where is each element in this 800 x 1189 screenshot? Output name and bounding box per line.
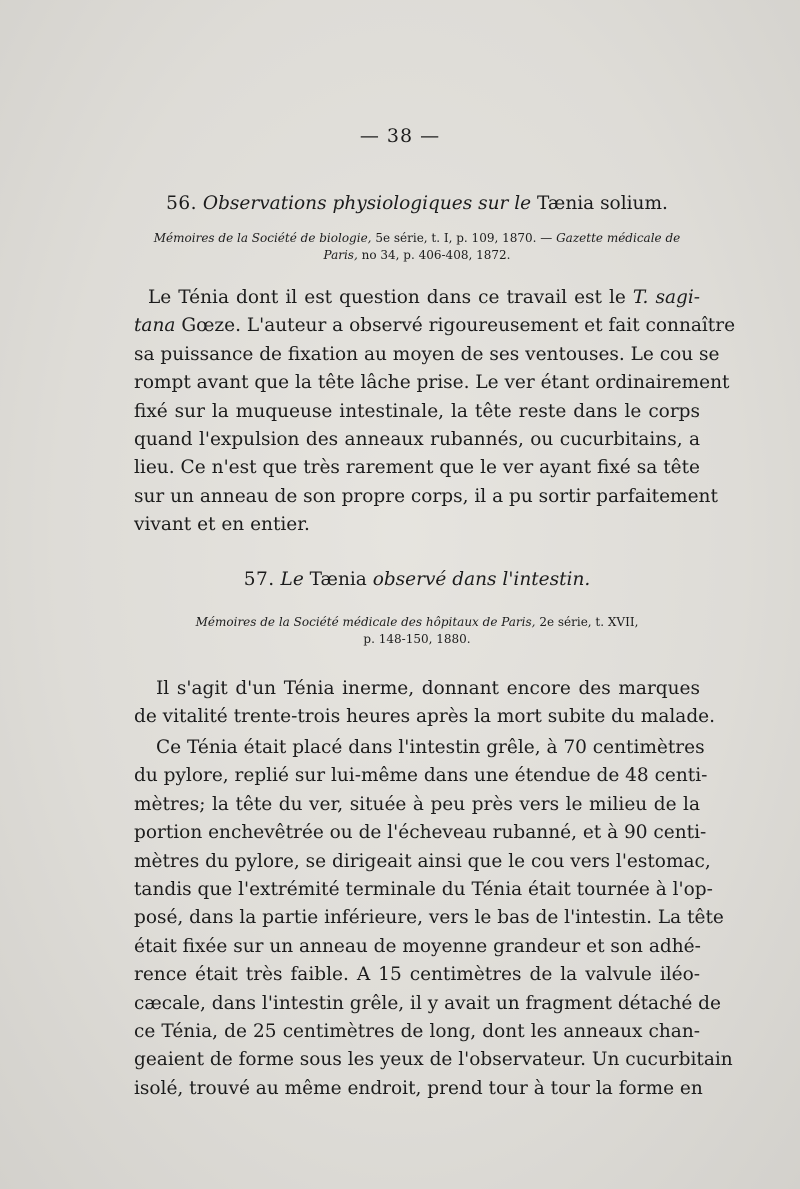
text-line: Il s'agit d'un Ténia inerme, donnant encore des marques bbox=[156, 678, 700, 699]
text-line: isolé, trouvé au même endroit, prend tour à tour la forme en bbox=[134, 1077, 703, 1099]
section-56-citation bbox=[124, 230, 710, 264]
text-line: Ce Ténia était placé dans l'intestin grêle, à 70 centimètres bbox=[156, 737, 705, 758]
text-line: cæcale, dans l'intestin grêle, il y avait un fragment détaché de bbox=[134, 992, 721, 1014]
text-line: était fixée sur un anneau de moyenne grandeur et son adhé- bbox=[134, 935, 701, 957]
section-57-title bbox=[134, 568, 700, 592]
text-line bbox=[134, 312, 736, 340]
text-line: rence était très faible. A 15 centimètres de la valvule iléo- bbox=[134, 964, 700, 986]
citation-journal-1: Mémoires de la Société de biologie, bbox=[153, 231, 372, 245]
text-line: sa puissance de fixation au moyen de ses ventouses. Le cou se bbox=[134, 343, 720, 365]
text-line: tandis que l'extrémité terminale du Ténia était tournée à l'op- bbox=[134, 879, 713, 901]
species-name-italic-cont: tana bbox=[134, 315, 176, 337]
text-line: mètres du pylore, se dirigeait ainsi que le cou vers l'estomac, bbox=[134, 850, 711, 872]
section-57-text-1 bbox=[134, 675, 715, 732]
section-57-number: 57. bbox=[243, 569, 275, 590]
text-line: sur un anneau de son propre corps, il a pu sortir parfaitement bbox=[134, 485, 718, 507]
citation-journal: Mémoires de la Société médicale des hôpitaux de Paris, bbox=[195, 615, 536, 629]
species-name-italic: T. sagi- bbox=[632, 287, 700, 308]
text-line: portion enchevêtrée ou de l'écheveau rubanné, et à 90 centi- bbox=[134, 822, 707, 844]
text-line: posé, dans la partie inférieure, vers le bas de l'intestin. La tête bbox=[134, 907, 724, 929]
section-56-text bbox=[134, 284, 736, 540]
text-line: lieu. Ce n'est que très rarement que le ver ayant fixé sa tête bbox=[134, 457, 700, 479]
section-56-citation-line-2 bbox=[124, 247, 710, 264]
section-57-title-roman: Tænia bbox=[309, 569, 367, 590]
text-line: rompt avant que la tête lâche prise. Le ver étant ordinairement bbox=[134, 372, 730, 394]
text-line: fixé sur la muqueuse intestinale, la tête reste dans le corps bbox=[134, 400, 700, 422]
text-line: du pylore, replié sur lui-même dans une étendue de 48 centi- bbox=[134, 765, 708, 787]
text-line: mètres; la tête du ver, située à peu près vers le milieu de la bbox=[134, 793, 700, 815]
text-line: vivant et en entier. bbox=[134, 514, 310, 536]
text-line: quand l'expulsion des anneaux rubannés, ou cucurbitains, a bbox=[134, 429, 700, 451]
section-56-title-italic: Observations physiologiques sur le bbox=[202, 193, 532, 214]
text-line: de vitalité trente-trois heures après la mort subite du malade. bbox=[134, 706, 715, 728]
page-number: — 38 — bbox=[359, 125, 441, 147]
text-line: ce Ténia, de 25 centimètres de long, dont les anneaux chan- bbox=[134, 1021, 700, 1043]
citation-details-1: 5e série, t. I, p. 109, 1870. — bbox=[375, 231, 553, 245]
section-57-title-italic-a: Le bbox=[280, 569, 304, 590]
section-57-text-2 bbox=[134, 734, 733, 1103]
citation-details-2: no 34, p. 406-408, 1872. bbox=[361, 248, 511, 262]
text-line bbox=[134, 284, 700, 312]
section-56-citation-line-1 bbox=[124, 230, 710, 247]
section-57-paragraph-1 bbox=[134, 675, 715, 732]
section-57-title-block bbox=[134, 568, 700, 592]
section-57-citation-line-2: p. 148-150, 1880. bbox=[363, 632, 471, 646]
section-56-title bbox=[134, 192, 700, 216]
text-segment: Le Ténia dont il est question dans ce travail est le bbox=[148, 287, 626, 308]
section-57-paragraph-2 bbox=[134, 734, 733, 1103]
citation-journal-2a: Gazette médicale de bbox=[556, 231, 681, 245]
citation-details-1: 2e série, t. XVII, bbox=[539, 615, 639, 629]
section-57-citation-line-1 bbox=[124, 614, 710, 631]
citation-journal-2b: Paris, bbox=[323, 248, 358, 262]
section-57-title-italic-b: observé dans l'intestin. bbox=[372, 569, 591, 590]
section-57-citation bbox=[124, 614, 710, 648]
section-56-number: 56. bbox=[166, 193, 198, 214]
section-56-title-roman: Tænia solium. bbox=[537, 193, 668, 214]
section-56-title-block bbox=[134, 192, 700, 216]
text-segment: Gœze. L'auteur a observé rigoureusement et fait connaître bbox=[181, 315, 736, 337]
section-56-paragraph bbox=[134, 284, 736, 540]
text-line: geaient de forme sous les yeux de l'observateur. Un cucurbitain bbox=[134, 1049, 733, 1071]
